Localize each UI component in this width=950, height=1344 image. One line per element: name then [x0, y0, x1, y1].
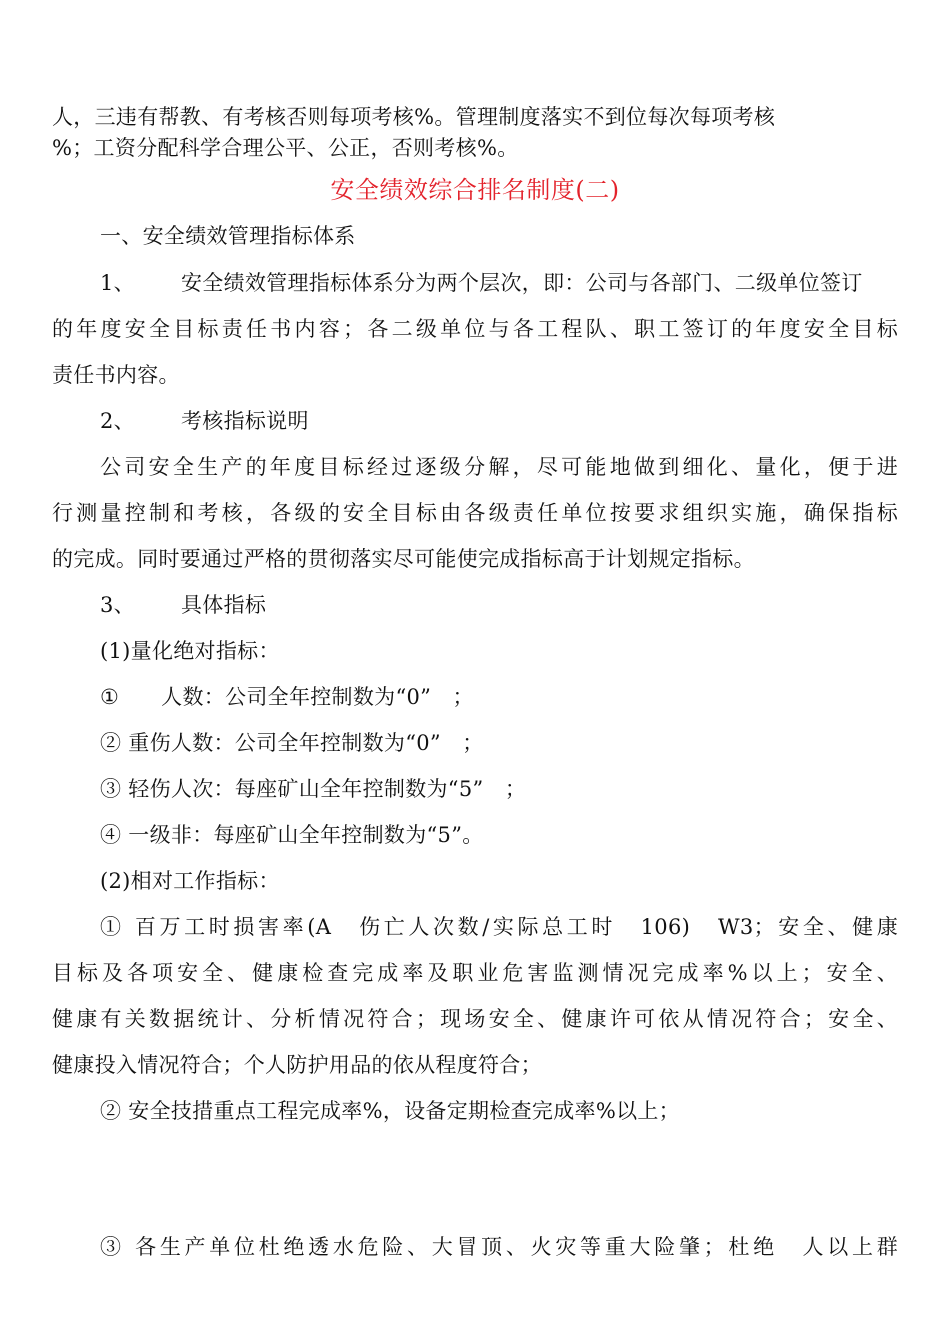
- paragraph-line: 健康投入情况符合；个人防护用品的依从程度符合；: [52, 1053, 542, 1077]
- document-title: 安全绩效综合排名制度(二): [330, 176, 620, 204]
- list-item-text: 轻伤人次：每座矿山全年控制数为“5” ；: [128, 777, 527, 801]
- list-item: [100, 820, 484, 850]
- item-2-title: 考核指标说明: [180, 409, 309, 433]
- item-3-heading: [100, 590, 266, 620]
- item-1-first-line: [100, 268, 863, 298]
- list-marker: ②: [100, 731, 122, 755]
- subsection-heading: (1)量化绝对指标：: [100, 639, 280, 663]
- item-number: 3、: [100, 593, 135, 617]
- list-item-text: 人数：公司全年控制数为“0” ；: [161, 685, 474, 709]
- subsection-heading: (2)相对工作指标：: [100, 869, 280, 893]
- list-item: [100, 682, 474, 712]
- paragraph-line: 目标及各项安全、健康检查完成率及职业危害监测情况完成率%以上；安全、: [52, 961, 898, 985]
- item-number: 2、: [100, 409, 135, 433]
- list-marker: ①: [100, 685, 120, 709]
- list-marker: ④: [100, 823, 122, 847]
- list-marker: ③: [100, 777, 122, 801]
- item-number: 1、: [100, 271, 135, 295]
- section-heading: 一、安全绩效管理指标体系: [100, 224, 356, 248]
- paragraph-line: 的年度安全目标责任书内容；各二级单位与各工程队、职工签订的年度安全目标: [52, 317, 898, 341]
- list-item-text: 一级非：每座矿山全年控制数为“5”。: [128, 823, 484, 847]
- paragraph-line: ③ 各生产单位杜绝透水危险、大冒顶、火灾等重大险肇；杜绝 人以上群: [100, 1235, 898, 1259]
- item-3-title: 具体指标: [180, 593, 267, 617]
- list-item: [100, 774, 526, 804]
- paragraph-line: 的完成。同时要通过严格的贯彻落实尽可能使完成指标高于计划规定指标。: [52, 547, 755, 571]
- list-item: [100, 728, 484, 758]
- paragraph-line: 公司安全生产的年度目标经过逐级分解，尽可能地做到细化、量化，便于进: [100, 455, 898, 479]
- item-1-text: 安全绩效管理指标体系分为两个层次，即：公司与各部门、二级单位签订: [180, 271, 863, 295]
- paragraph-line: ① 百万工时损害率(A 伤亡人次数/实际总工时 106) W3；安全、健康: [100, 915, 898, 939]
- paragraph-line: 行测量控制和考核，各级的安全目标由各级责任单位按要求组织实施，确保指标: [52, 501, 898, 525]
- paragraph-line: 责任书内容。: [52, 363, 180, 387]
- paragraph-line: 人，三违有帮教、有考核否则每项考核%。管理制度落实不到位每次每项考核: [52, 105, 776, 129]
- paragraph-line: ② 安全技措重点工程完成率%，设备定期检查完成率%以上；: [100, 1099, 680, 1123]
- list-item-text: 重伤人数：公司全年控制数为“0” ；: [128, 731, 484, 755]
- paragraph-line: 健康有关数据统计、分析情况符合；现场安全、健康许可依从情况符合；安全、: [52, 1007, 898, 1031]
- paragraph-line: %；工资分配科学合理公平、公正，否则考核%。: [52, 136, 519, 160]
- item-2-heading: [100, 406, 309, 436]
